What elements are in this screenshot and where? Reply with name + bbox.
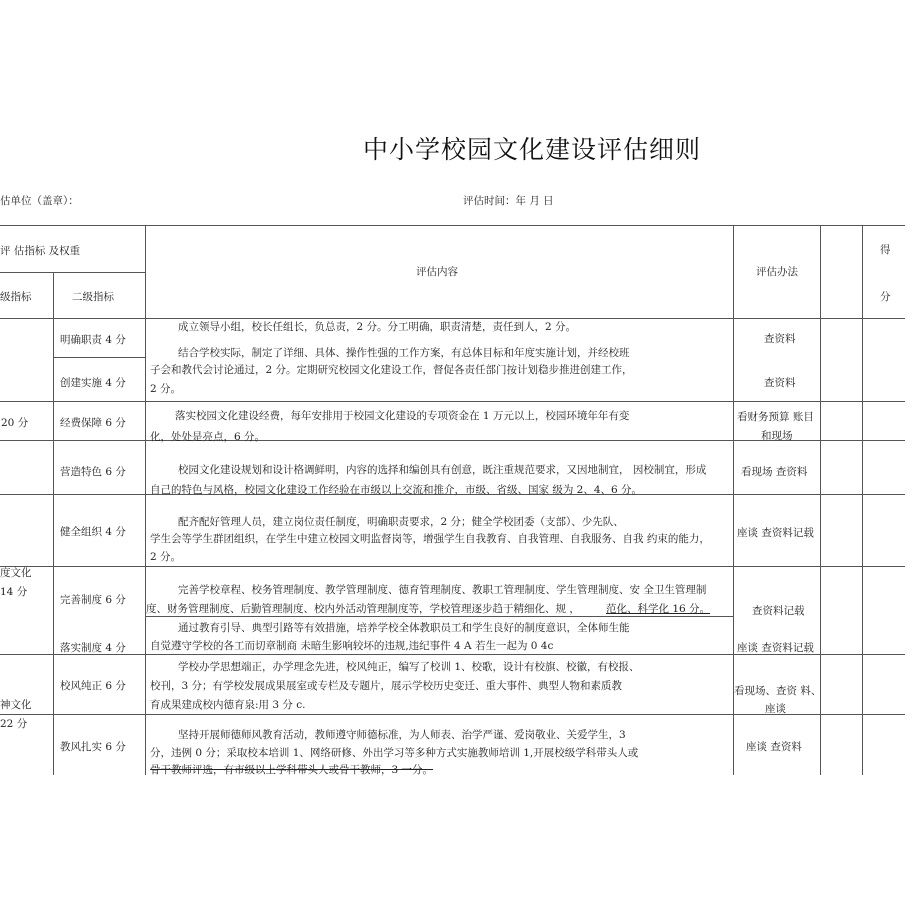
evaluation-time-label: 评估时间：年 月 日 <box>463 195 554 207</box>
content-line-underlined: 范化、科学化 16 分。 <box>606 603 711 615</box>
method-text: 座谈 <box>765 703 786 715</box>
content-line: 度、财务管理制度、后勤管理制度、校内外活动管理制度等，学校管理逐步趋于精细化、规 ， <box>146 603 580 615</box>
content-line-struck: 骨干教师评选，有市级以上学科带头人或骨干教师，3 一分。 <box>150 764 434 776</box>
level2-indicator: 创建实施 4 分 <box>60 377 126 389</box>
content-line: 2 分。 <box>150 383 182 395</box>
content-line: 2 分。 <box>150 551 182 563</box>
section-level1-label: 20 分 <box>1 417 29 429</box>
header-level2: 二级指标 <box>72 291 114 303</box>
header-method: 评估办法 <box>756 266 798 278</box>
level2-indicator: 完善制度 6 分 <box>60 594 126 606</box>
content-line: 学生会等学生群团组织，在学生中建立校园文明监督岗等，增强学生自我教育、自我管理、自我服务、自我 约束的能力， <box>150 533 710 545</box>
section-level1-weight: 22 分 <box>0 718 28 730</box>
content-line: 成立领导小组，校长任组长，负总责，2 分。分工明确，职责清楚，责任到人，2 分。 <box>178 321 577 333</box>
content-line: 分，违例 0 分；采取校本培训 1、网络研修、外出学习等多种方式实施教师培训 1,开展校级学科带头人或 <box>150 747 639 759</box>
level2-indicator: 落实制度 4 分 <box>60 642 126 654</box>
section-level1-weight: 14 分 <box>0 586 28 598</box>
section-level1-label: 神文化 <box>0 699 32 711</box>
page-title: 中小学校园文化建设评估细则 <box>363 135 702 164</box>
method-text: 座谈 查资料 <box>746 741 802 753</box>
content-line: 校园文化建设规划和设计格调鲜明，内容的选择和编创具有创意，既注重规范要求，又因地制宜， 因校制宜，形成 <box>178 464 707 476</box>
content-line: 通过教育引导、典型引路等有效措施，培养学校全体教职员工和学生良好的制度意识，全体师生能 <box>178 622 630 634</box>
content-line: 学校办学思想端正，办学理念先进，校风纯正，编写了校训 1、校歌，设计有校旗、校徽，有校报、 <box>178 661 640 673</box>
content-line: 自己的特色与风格，校园文化建设工作经验在市级以上交流和推介，市级、省级、国家 级为 2、4、6 分。 <box>150 484 643 496</box>
level2-indicator: 校风纯正 6 分 <box>60 680 126 692</box>
header-indicator-weight: 评 估指标 及权重 <box>0 245 81 257</box>
content-line: 子会和教代会讨论通过，2 分。定期研究校园文化建设工作，督促各责任部门按计划稳步推进创建工作， <box>150 364 633 376</box>
section-level1-label: 度文化 <box>0 567 32 579</box>
content-line: 结合学校实际，制定了详细、具体、操作性强的工作方案，有总体目标和年度实施计划，并经校班 <box>178 347 630 359</box>
method-text: 看现场 查资料 <box>741 466 808 478</box>
method-text: 查资料记载 <box>752 605 805 617</box>
content-line: 自觉遵守学校的各工而切章制商 未暗生影响较坏的违规,违纪事件 4 A 若生一起为 0 4c <box>150 640 554 652</box>
content-line: 完善学校章程、校务管理制度、教学管理制度、德育管理制度、教职工管理制度、学生管理制度、安 全卫生管理制 <box>178 584 707 596</box>
evaluation-unit-label: 估单位（盖章）： <box>0 195 79 207</box>
level2-indicator: 营造特色 6 分 <box>60 466 126 478</box>
content-line: 配齐配好管理人员，建立岗位责任制度，明确职责要求，2 分；健全学校团委（支部）、少先队、 <box>178 516 624 528</box>
content-line: 落实校园文化建设经费，每年安排用于校园文化建设的专项资金在 1 万元以上，校园环境年年有变 <box>175 410 630 422</box>
method-text: 看财务预算 账目 <box>737 411 814 423</box>
method-text: 座谈 查资料记载 <box>737 642 814 654</box>
method-text: 查资料 <box>764 333 796 345</box>
content-line: 校刊，3 分；有学校发展成果展室或专栏及专题片，展示学校历史变迁、重大事件、典型人物和素质教 <box>150 680 623 692</box>
content-line: 化，处处是亮点，6 分。 <box>150 431 266 443</box>
method-text: 查资料 <box>764 377 796 389</box>
content-line: 育成果建成校内德育泉:用 3 分 c. <box>150 699 306 711</box>
method-text: 座谈 查资料记载 <box>737 527 814 539</box>
header-score-bottom: 分 <box>880 291 891 303</box>
level2-indicator: 健全组织 4 分 <box>60 526 126 538</box>
header-score-top: 得 <box>880 244 891 256</box>
method-text: 看现场、查资 料、 <box>734 685 822 697</box>
header-level1: 级指标 <box>0 291 32 303</box>
method-text: 和现场 <box>761 430 793 442</box>
content-line: 坚持开展师德师风教育活动，教师遵守师德标准，为人师表、治学严谨、爱岗敬业、关爱学生，3 <box>178 729 626 741</box>
level2-indicator: 教风扎实 6 分 <box>60 741 126 753</box>
level2-indicator: 明确职责 4 分 <box>60 334 126 346</box>
header-content: 评估内容 <box>416 266 458 278</box>
level2-indicator: 经费保障 6 分 <box>60 417 126 429</box>
